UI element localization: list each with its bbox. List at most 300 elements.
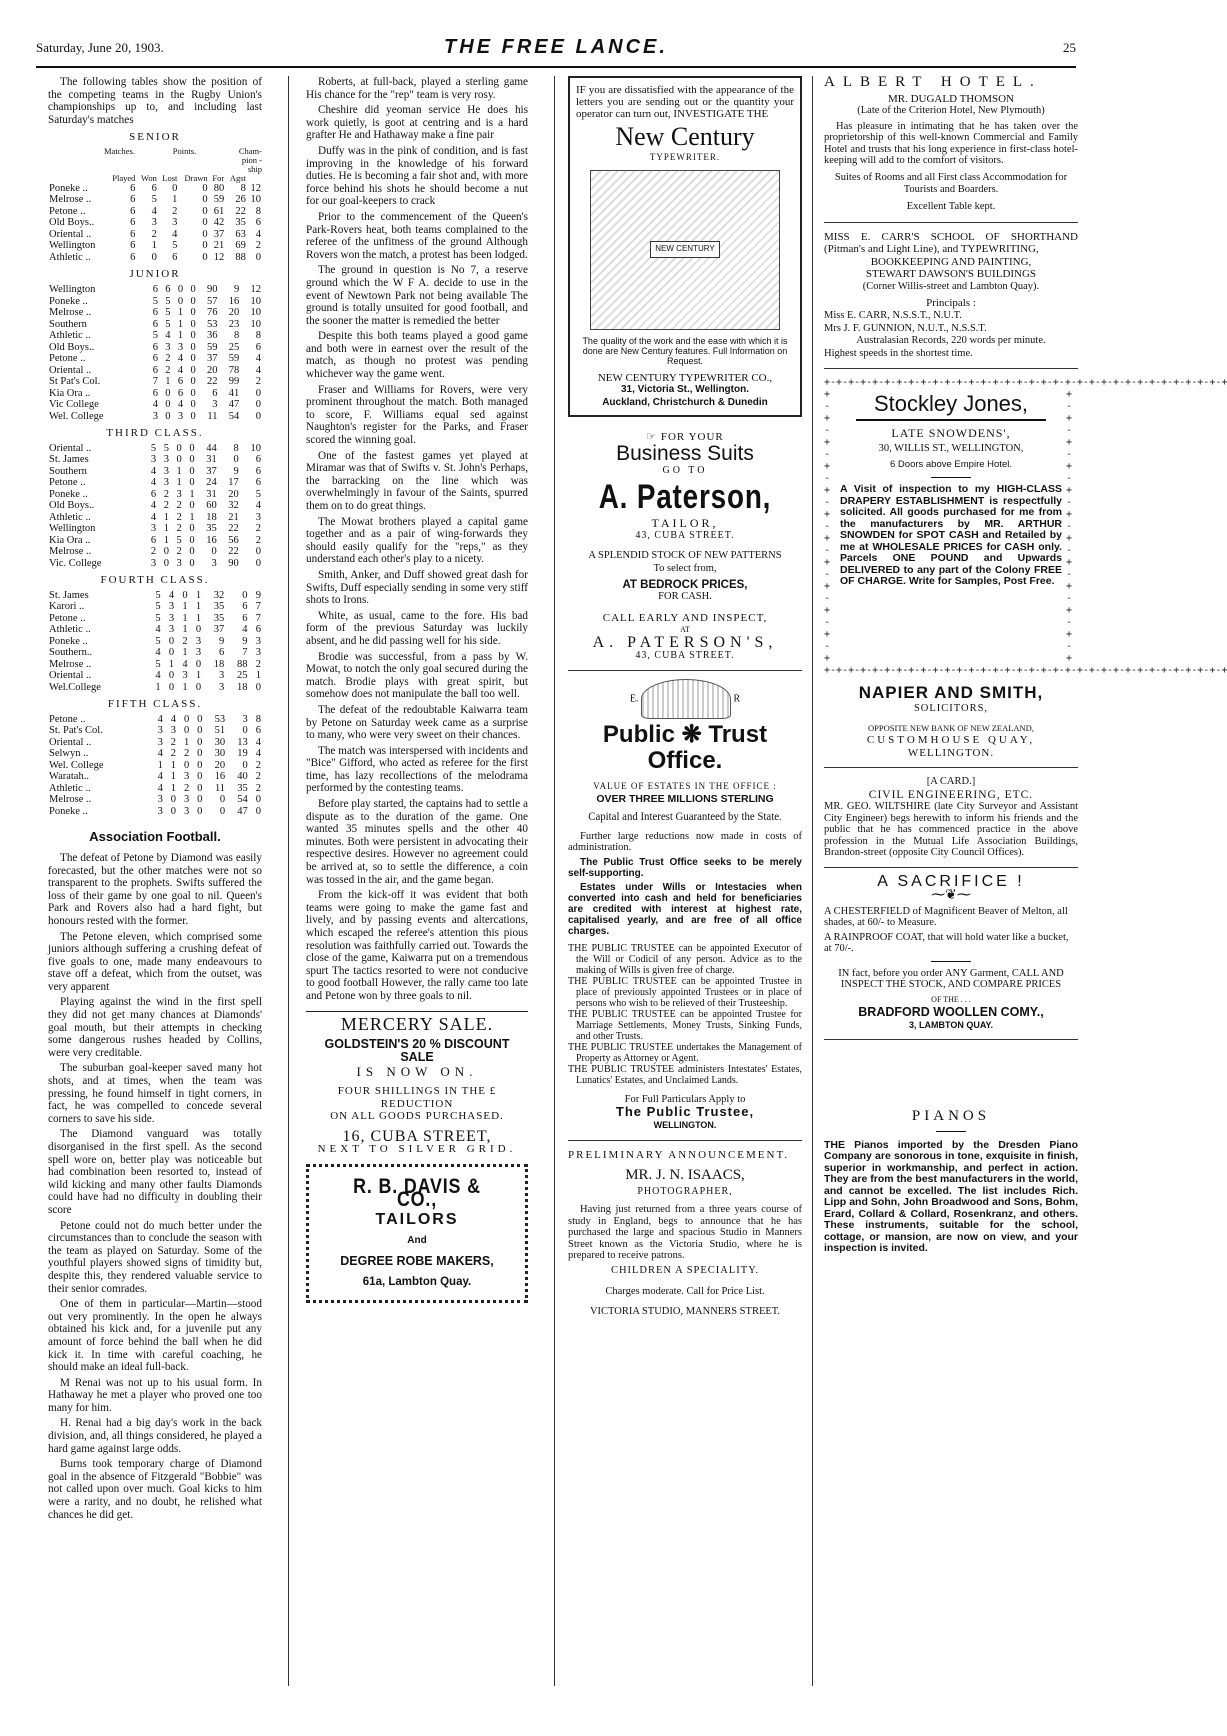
table-cell: 12 (213, 251, 225, 263)
table-cell: 3 (176, 557, 182, 569)
table-cell: 32 (213, 589, 225, 601)
table-cell: 21 (213, 240, 225, 252)
article-paragraph: Burns took temporary charge of Diamond goal in the absence of Fitzgerald "Bobbie" was not called upon over much. Goal kicks to him were a rarity, and no doubt, he relished what chances he did get. (48, 1458, 262, 1521)
team-name: Oriental .. (49, 228, 92, 240)
table-cell: 3 (152, 410, 158, 422)
table-cell: 7 (255, 601, 261, 613)
table-cell: 4 (150, 477, 157, 489)
table-cell: 5 (151, 194, 157, 206)
article-paragraph: The match was interspersed with incidents and "Bice" Gifford, who acted as referee for the first time, has lazy recollections of the melodrama performed by the contesting teams. (306, 744, 528, 795)
column-rugby-tables (48, 76, 262, 1524)
table-cell: 54 (237, 794, 248, 806)
header-champ: Cham- pion -ship (238, 145, 262, 174)
table-cell: 5 (155, 635, 161, 647)
table-cell: 37 (213, 624, 225, 636)
table-cell: 5 (172, 240, 178, 252)
table-row (48, 771, 262, 783)
paterson-go-to: GO TO (662, 464, 708, 476)
carr-records: Australasian Records, 220 words per minute. (856, 335, 1046, 347)
table-cell: 5 (163, 442, 169, 454)
table-cell: 47 (228, 399, 240, 411)
team-name: Southern.. (49, 647, 93, 659)
article-paragraph: Roberts, at full-back, played a sterling game His chance for the "rep" team is very rosy. (306, 76, 528, 101)
article-paragraph: Before play started, the captains had to settle a dispute as to the duration of the game. One wanted 35 minutes spells and the other 40 minutes. Both were persistent in advocating their respective desires. However no agreement could be arrived at, so to settle the difference, a coin was tossed in the air, and the game began. (306, 798, 528, 886)
table-row (48, 296, 262, 308)
table-cell: 1 (195, 601, 202, 613)
table-cell: 0 (190, 387, 196, 399)
table-cell: 1 (151, 240, 157, 252)
team-name: Wel.College (49, 681, 101, 693)
table-cell: 41 (228, 387, 240, 399)
table-cell: 3 (211, 557, 217, 569)
table-cell: 0 (242, 759, 248, 771)
paterson-name: A. Paterson, (598, 478, 772, 517)
isaacs-body: Having just returned from a three years course of study in England, begs to announce that he has purchased the large and spacious Studio in Manners Street known as the Victoria Studio, where he is prepared to receive patrons. (568, 1204, 802, 1262)
trust-e: E. (629, 693, 639, 705)
table-cell: 22 (235, 205, 246, 217)
table-cell: 0 (189, 442, 195, 454)
table-cell: 35 (206, 523, 217, 535)
table-cell: 69 (235, 240, 246, 252)
table-cell: 3 (170, 725, 177, 737)
team-name: Wellington (49, 240, 96, 252)
trust-para3: Estates under Wills or Intestacies when converted into cash and held for beneficiaries are credited with interest at highest rate, capitalised yearly, and are free of all office charges. (568, 881, 802, 937)
table-cell: 2 (151, 228, 157, 240)
table-cell: 2 (183, 782, 190, 794)
table-cell: 0 (255, 557, 261, 569)
table-cell: 1 (195, 589, 202, 601)
table-row (48, 523, 262, 535)
table-cell: 4 (150, 500, 157, 512)
napier-city: WELLINGTON. (907, 746, 995, 759)
table-cell: 10 (250, 194, 261, 206)
table-cell: 0 (195, 681, 202, 693)
table-cell: 57 (206, 295, 218, 307)
table-cell: 1 (189, 511, 195, 523)
bradford-name: BRADFORD WOOLLEN COMY., (858, 1005, 1044, 1020)
table-cell: 0 (197, 805, 203, 817)
article-paragraph: White, as usual, came to the fore. His bad form of the previous Saturday was luckily absent, and he did passing well for his side. (306, 609, 528, 647)
paterson-ad (568, 427, 802, 671)
paterson-street: 43, CUBA STREET. (635, 529, 735, 541)
table-cell: 35 (237, 782, 248, 794)
mercery-sale-word: SALE (400, 1049, 434, 1064)
table-cell: 1 (170, 759, 177, 771)
table-cell: 6 (152, 284, 158, 296)
table-row (48, 500, 262, 512)
table-cell: 0 (190, 364, 196, 376)
article-paragraph: H. Renai had a big day's work in the back division, and, all things considered, he played a hard game against large odds. (48, 1417, 262, 1455)
albert-table: Excellent Table kept. (906, 200, 996, 212)
table-cell: 30 (214, 736, 226, 748)
article-paragraph: Prior to the commencement of the Queen's Park-Rovers heat, both teams complained to the referee of the unfitness of the ground Although Rovers won the match, a protest has been lodged. (306, 210, 528, 261)
table-cell: 4 (150, 465, 157, 477)
table-row (48, 737, 262, 749)
table-cell: 7 (152, 376, 158, 388)
fifth-class-title: FIFTH CLASS. (107, 698, 203, 711)
article-paragraph: From the kick-off it was evident that both teams were going to make the game fast and lively, and by passing events and altercations, which escaped the referee's attention this pious resolution was faithfully carried out. Towards the close of the game, Kaiwarra put on a tremendous spurt The tactics resorted to were not conducive to good football However, the rally came too late and Petone won by three goals to nil. (306, 889, 528, 1002)
table-cell: 13 (237, 736, 248, 748)
trust-item: THE PUBLIC TRUSTEE can be appointed Trustee in place of previously appointed Trustees or in place of persons who wish to be relieved of their Trusteeship. (568, 975, 802, 1009)
table-cell: 6 (219, 647, 225, 659)
team-name: Petone .. (49, 612, 86, 624)
table-row (48, 636, 262, 648)
trust-capital: Capital and Interest Guaranteed by the State. (588, 809, 782, 824)
table-cell: 0 (197, 748, 203, 760)
paterson-at: AT (680, 625, 690, 635)
isaacs-role: PHOTOGRAPHER, (637, 1185, 733, 1197)
header-rule (36, 66, 1076, 68)
paterson-call: CALL EARLY AND INSPECT, (602, 611, 768, 624)
article-paragraph: Cheshire did yeoman service He does his work quietly, is goot at centring and is a hard grafter He and Hathaway make a fine pair (306, 104, 528, 142)
team-name: St. James (49, 454, 89, 466)
sacrifice-title: A SACRIFICE ! (877, 872, 1025, 890)
table-cell: 5 (152, 330, 158, 342)
carr-school-ad (824, 231, 1078, 370)
table-cell: 6 (177, 387, 184, 399)
team-name: Old Boys.. (49, 500, 95, 512)
table-cell: 4 (150, 511, 157, 523)
table-cell: 4 (152, 399, 158, 411)
table-cell: 3 (150, 454, 157, 466)
table-cell: 6 (150, 488, 157, 500)
table-cell: 1 (182, 647, 188, 659)
carr-principals: Principals : (926, 297, 976, 310)
table-cell: 4 (255, 353, 261, 365)
team-name: Petone .. (49, 353, 86, 365)
davis-and: And (407, 1234, 427, 1246)
public-trust-ad (568, 679, 802, 1141)
paterson-name2: A. PATERSON'S, (592, 633, 778, 651)
table-cell: 0 (190, 376, 196, 388)
isaacs-children: CHILDREN A SPECIALITY. (610, 1264, 760, 1276)
table-cell: 0 (189, 534, 195, 546)
typewriter-company: NEW CENTURY TYPEWRITER CO., (597, 371, 773, 384)
table-cell: 61 (213, 205, 225, 217)
table-cell: 1 (182, 601, 188, 613)
table-row (48, 342, 262, 354)
davis-address: 61a, Lambton Quay. (362, 1275, 472, 1288)
table-cell: 1 (195, 612, 202, 624)
table-cell: 17 (228, 477, 239, 489)
column-divider (554, 76, 555, 1686)
table-cell: 37 (206, 353, 218, 365)
table-cell: 6 (255, 341, 261, 353)
table-cell: 32 (228, 500, 239, 512)
team-name: Petone .. (49, 205, 86, 217)
table-cell: 53 (206, 318, 218, 330)
football-article-cont (306, 76, 528, 1003)
article-paragraph: The suburban goal-keeper saved many hot shots, and at times, when the team was pressing, he found himself in tight corners, in fact, he was compelled to concede several corners to save his side. (48, 1062, 262, 1125)
table-cell: 1 (170, 771, 177, 783)
table-cell: 22 (228, 523, 239, 535)
table-cell: 0 (189, 465, 195, 477)
table-cell: 4 (255, 228, 261, 240)
team-name: Oriental .. (49, 364, 92, 376)
team-name: Kia Ora .. (49, 534, 91, 546)
table-cell: 1 (163, 534, 169, 546)
table-cell: 5 (165, 295, 171, 307)
team-name: Wellington (49, 284, 96, 296)
table-cell: 6 (152, 353, 158, 365)
table-cell: 0 (190, 410, 196, 422)
article-paragraph: One of them in particular—Martin—stood out very prominently. In the open he always obtained his kick and, for a juvenile put any amount of force behind the ball when he did kick it. In time with careful coaching, he should make an ideal full-back. (48, 1298, 262, 1374)
table-cell: 0 (255, 387, 261, 399)
trust-apply: For Full Particulars Apply to (624, 1093, 746, 1105)
table-cell: 0 (170, 805, 177, 817)
table-cell: 3 (242, 713, 248, 725)
team-name: Old Boys.. (49, 217, 95, 229)
table-cell: 0 (197, 713, 203, 725)
table-row (48, 546, 262, 558)
article-paragraph: The Petone eleven, which comprised some juniors although suffering a crushing defeat of five goals to one, made many endeavours to stave off a defeat, which from the outset, was very apparent (48, 930, 262, 993)
table-cell: 11 (207, 410, 218, 422)
team-name: Southern (49, 465, 87, 477)
table-cell: 0 (183, 759, 190, 771)
third-class-title: THIRD CLASS. (106, 427, 204, 440)
senior-title: SENIOR (129, 131, 181, 144)
table-cell: 44 (206, 442, 217, 454)
table-cell: 3 (195, 635, 202, 647)
table-cell: 59 (228, 353, 240, 365)
table-cell: 5 (255, 488, 261, 500)
table-cell: 0 (170, 794, 177, 806)
table-cell: 4 (157, 771, 163, 783)
table-cell: 1 (182, 624, 188, 636)
column-divider (288, 76, 289, 1686)
table-cell: 35 (213, 612, 225, 624)
table-row (48, 399, 262, 411)
table-cell: 2 (255, 771, 261, 783)
table-cell: 0 (189, 523, 195, 535)
table-cell: 53 (214, 713, 226, 725)
pianos-ad (824, 1110, 1078, 1255)
table-cell: 8 (240, 182, 246, 194)
paterson-tailor: TAILOR, (651, 516, 719, 531)
stockley-address: 30, WILLIS ST., WELLINGTON, (878, 442, 1024, 454)
paterson-stock: A SPLENDID STOCK OF NEW PATTERNS (588, 550, 782, 562)
table-cell: 2 (170, 748, 177, 760)
team-name: Vic. College (49, 557, 102, 569)
table-cell: 3 (183, 794, 190, 806)
albert-body: Has pleasure in intimating that he has taken over the proprietorship of this well-known Commercial and Family Hotel and trusts that his long experience in first-class hotel-keeping will add to the comfort of visitors. (824, 120, 1078, 167)
table-cell: 2 (163, 488, 169, 500)
table-group-headers (48, 147, 262, 174)
table-cell: 0 (197, 759, 203, 771)
team-name: Melrose .. (49, 307, 92, 319)
table-cell: 0 (255, 399, 261, 411)
article-paragraph: The Diamond vanguard was totally disorganised in the first spell. As the second spell wore on, better play was noticeable but had combination been resorted to, instead of wild kicking and many other faults Diamonds could have had no difficulty in doubling their score (48, 1128, 262, 1216)
wiltshire-card-ad (824, 776, 1078, 868)
table-cell: 1 (255, 670, 261, 682)
column-football-cont (306, 76, 528, 1303)
table-row (48, 659, 262, 671)
table-cell: 4 (168, 589, 175, 601)
article-paragraph: Despite this both teams played a good game and both were in earnest over the result of the match, as though no protest was pending whichever way the game went. (306, 330, 528, 381)
ornament-icon: ⁓❦⁓ (931, 887, 971, 903)
table-row (48, 535, 262, 547)
cross-border-bottom: +-+-+-+-+-+-+-+-+-+-+-+-+-+-+-+-+-+-+-+-+-+-+-+-+-+-+-+-+-+-+-+-+-+ (824, 665, 1227, 677)
table-row (48, 489, 262, 501)
bradford-address: 3, LAMBTON QUAY. (908, 1019, 993, 1030)
table-cell: 6 (165, 284, 171, 296)
table-cell: 0 (233, 454, 239, 466)
table-cell: 3 (212, 399, 218, 411)
pointing-hand-icon: ☞ (646, 431, 661, 444)
stockley-name: Stockley Jones, (873, 391, 1029, 417)
table-row (48, 748, 262, 760)
table-cell: 25 (228, 341, 240, 353)
article-paragraph: The defeat of the redoubtable Kaiwarra team by Petone on Saturday week came as a surprise to many, who were very sweet on their chances. (306, 703, 528, 742)
table-cell: 3 (163, 465, 169, 477)
table-row (48, 590, 262, 602)
table-cell: 3 (168, 624, 175, 636)
table-cell: 10 (250, 307, 261, 319)
table-cell: 6 (172, 251, 178, 263)
table-cell: 10 (250, 318, 261, 330)
team-name: Waratah.. (49, 771, 89, 783)
albert-name: MR. DUGALD THOMSON (887, 92, 1014, 105)
table-cell: 3 (165, 341, 171, 353)
team-name: Melrose .. (49, 658, 92, 670)
albert-hotel-ad (824, 76, 1078, 223)
table-cell: 18 (213, 658, 225, 670)
table-cell: 0 (172, 182, 178, 194)
table-column-header (247, 174, 262, 183)
table-row (48, 647, 262, 659)
table-row (48, 760, 262, 772)
team-name: Oriental .. (49, 442, 92, 454)
carr-principal-1: Miss E. CARR, N.S.S.T., N.U.T. (824, 309, 962, 321)
team-name: Poneke .. (49, 805, 88, 817)
table-cell: 80 (213, 182, 225, 194)
table-cell: 0 (202, 217, 208, 229)
table-cell: 3 (255, 511, 261, 523)
carr-principal-2: Mrs J. F. GUNNION, N.U.T., N.S.S.T. (824, 322, 987, 334)
table-cell: 6 (150, 534, 157, 546)
table-cell: 30 (214, 748, 226, 760)
table-cell: 2 (165, 364, 171, 376)
table-cell: 4 (165, 330, 171, 342)
table-cell: 1 (176, 465, 182, 477)
table-cell: 4 (177, 353, 184, 365)
table-cell: 20 (214, 759, 226, 771)
isaacs-prelim: PRELIMINARY ANNOUNCEMENT. (568, 1148, 790, 1161)
table-cell: 1 (177, 307, 184, 319)
mercery-address: 16, CUBA STREET, (342, 1127, 492, 1145)
paterson-select: To select from, (653, 562, 717, 574)
table-cell: 7 (242, 647, 248, 659)
carr-speeds: Highest speeds in the shortest time. (824, 347, 973, 359)
table-cell: 0 (197, 725, 203, 737)
team-name: Vic College (49, 399, 99, 411)
table-cell: 4 (255, 736, 261, 748)
davis-robe: DEGREE ROBE MAKERS, (340, 1254, 494, 1269)
paterson-suits: Business Suits (616, 441, 754, 465)
table-row (48, 601, 262, 613)
table-cell: 0 (189, 546, 195, 558)
table-row (48, 284, 262, 296)
table-cell: 1 (182, 681, 188, 693)
table-cell: 10 (250, 295, 261, 307)
header-points: Points. (172, 145, 197, 156)
team-name: Athletic .. (49, 251, 91, 263)
table-cell: 4 (172, 228, 178, 240)
table-cell: 3 (255, 635, 261, 647)
table-cell: 0 (189, 477, 195, 489)
table-cell: 6 (130, 217, 136, 229)
table-cell: 2 (170, 736, 177, 748)
team-name: Selwyn .. (49, 748, 89, 760)
table-cell: 1 (172, 194, 178, 206)
table-cell: 3 (183, 805, 190, 817)
table-cell: 20 (228, 307, 240, 319)
table-row (48, 670, 262, 682)
table-cell: 0 (202, 182, 208, 194)
table-cell: 10 (250, 442, 261, 454)
table-cell: 8 (255, 330, 261, 342)
table-cell: 36 (206, 330, 218, 342)
table-cell: 1 (177, 330, 184, 342)
team-name: Petone .. (49, 477, 86, 489)
stockley-late: LATE SNOWDENS', (891, 426, 1011, 441)
table-cell: 54 (228, 410, 240, 422)
wiltshire-title: CIVIL ENGINEERING, ETC. (868, 788, 1034, 801)
table-cell: 37 (206, 465, 217, 477)
trust-r: R (733, 693, 741, 705)
table-cell: 8 (255, 713, 261, 725)
table-row (48, 466, 262, 478)
table-row (48, 240, 262, 252)
team-name: Old Boys.. (49, 341, 95, 353)
albert-suites: Suites of Rooms and all First class Accommodation for Tourists and Boarders. (834, 171, 1068, 196)
trust-crest-row (568, 679, 802, 719)
fifth-class-table (48, 714, 262, 818)
table-cell: 2 (255, 523, 261, 535)
table-cell: 88 (235, 251, 246, 263)
table-cell: 18 (237, 681, 248, 693)
team-name: Athletic .. (49, 782, 91, 794)
table-cell: 0 (177, 295, 184, 307)
table-cell: 6 (130, 251, 136, 263)
table-cell: 4 (151, 205, 157, 217)
table-cell: 3 (195, 647, 202, 659)
masthead-title: THE FREE LANCE. (444, 36, 668, 58)
table-cell: 3 (172, 217, 178, 229)
sacrifice-item-2: A RAINPROOF COAT, that will hold water like a bucket, at 70/-. (824, 931, 1069, 955)
table-cell: 2 (255, 240, 261, 252)
table-cell: 1 (163, 511, 169, 523)
table-cell: 4 (157, 782, 163, 794)
table-cell: 3 (157, 725, 163, 737)
table-cell: 63 (235, 228, 246, 240)
third-class-table (48, 443, 262, 570)
article-paragraph: M Renai was not up to his usual form. In Hathaway he met a player who proved one too many for him. (48, 1376, 262, 1414)
table-cell: 3 (219, 681, 225, 693)
sacrifice-of-the: OF THE . . . (931, 994, 971, 1004)
table-row (48, 725, 262, 737)
table-cell: 4 (177, 399, 184, 411)
table-cell: 6 (130, 240, 136, 252)
team-name: St. Pat's Col. (49, 725, 103, 737)
team-name: Poneke .. (49, 295, 88, 307)
table-row (48, 682, 262, 694)
table-cell: 6 (242, 601, 248, 613)
table-cell: 0 (255, 794, 261, 806)
table-cell: 5 (155, 601, 161, 613)
table-cell: 6 (255, 454, 261, 466)
wiltshire-body: MR. GEO. WILTSHIRE (late City Surveyor and Assistant City Engineer) begs herewith to inform his friends and the public that he has commenced practice in the above profession in the Mutual Life Association Buildings, Brandon-street (opposite City Council Offices). (824, 801, 1078, 859)
